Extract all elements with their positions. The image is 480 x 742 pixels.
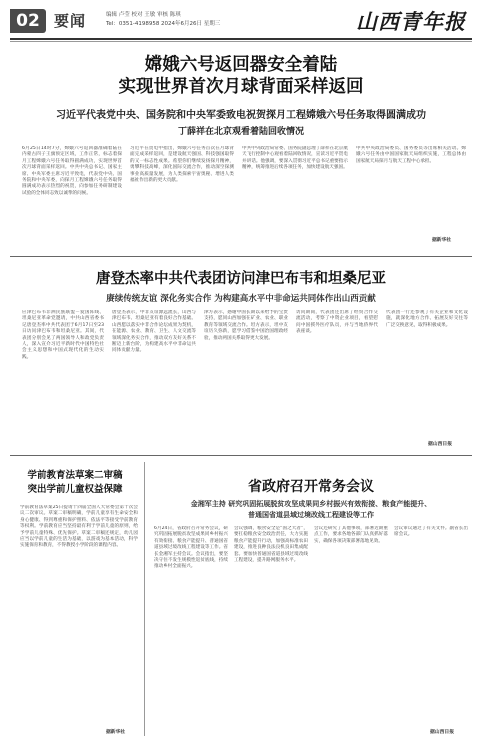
story3-headline-line2: 突出学前儿童权益保障: [27, 484, 123, 495]
story3-headline-line1: 学前教育法草案二审稿: [27, 470, 123, 481]
section-name: 要闻: [54, 12, 87, 30]
story4-byline: 据山西日报: [430, 730, 454, 735]
story4-subhead-line2: 普通国省道县域过境改线工程建设等工作: [248, 510, 374, 519]
section-divider-2: [10, 455, 472, 456]
story4-col1: 6月24日，省政府召开常务会议，研究巩固拓展脱贫攻坚成果同乡村振兴有效衔接、粮食产能提升、普通国省道县域过境改线工程建设等工作。省长金湘军主持会议。会议指出，要坚决守住不发生规模性返贫底线，持续推动乡村全面振兴。: [154, 526, 228, 570]
story4-col4: 会议审议通过了有关文件。副省长出席会议。: [394, 526, 468, 538]
story2-subhead: 赓续传统友谊 深化务实合作 为构建高水平中非命运共同体作出山西贡献: [106, 294, 376, 304]
header-rule: [10, 38, 472, 40]
story3-byline: 据新华社: [106, 730, 126, 735]
story1-headline: [10, 54, 472, 98]
story1-col1: 6月25日14时7分，嫦娥六号返回器准确着陆在内蒙古四子王旗预定区域，工作正常，标志着探月工程嫦娥六号任务取得圆满成功，实现世界首次月球背面采样返回。中共中央总书记、国家主席、中央军委主席习近平致电，代表党中央、国务院和中央军委，向探月工程嫦娥六号任务取得圆满成功表示热烈的祝贺，向参加任务研制建设试验的全体同志致以诚挚的问候。: [22, 146, 122, 196]
story4-headline: 省政府召开常务会议: [248, 479, 374, 495]
story2-col3: 津方表示，感谢中国长期以来给予的宝贵支持，愿同山西加强在矿业、农业、职业教育等领域交流合作。坦方表示，坦中友谊历久弥新，愿学习借鉴中国治国理政经验，推动两国关系取得更大发展。: [204, 310, 288, 341]
story2-col5: 代表团一行还参观了有关企业和文化设施，就深化地方合作、拓展友好交往等广泛交换意见，取得积极成果。: [386, 310, 468, 328]
section-divider-1: [10, 256, 472, 257]
page-header: [10, 4, 472, 38]
story1-subhead2: 丁薛祥在北京观看着陆回收情况: [177, 127, 304, 137]
story1-headline-line1: 嫦娥六号返回器安全着陆: [144, 55, 338, 75]
story4-col2: 会议强调，粮食安全是“国之大者”，要扛稳粮食安全政治责任，大力实施粮食产能提升行动，加强高标准农田建设，推进良种良法良机良田集成配套。要加快普通国省道县域过境改线工程建设，提升路网服务水平。: [234, 526, 308, 564]
story2-col1: 应津巴布韦非洲民族联盟－爱国阵线、坦桑尼亚革命党邀请，中共山西省委书记唐登杰率中共代表团于6月17日至23日访问津巴布韦和坦桑尼亚。其间，代表团分别会见了两国领导人和政党负责人，深入宣介习近平新时代中国特色社会主义思想和中国式现代化的生动实践。: [22, 310, 104, 360]
date-line: Tel：0351-4198958 2024年6月26日 星期三: [106, 21, 221, 27]
story4-col3: 会议还研究了其他事项，部署近期重点工作，要求各地各部门认真抓好落实，确保各项决策部署落地见效。: [314, 526, 388, 544]
header-rule-thin: [10, 41, 472, 42]
story2-byline: 据山西日报: [428, 442, 452, 447]
page-number: 02: [10, 9, 46, 33]
story1-col2: 习近平在贺电中指出，嫦娥六号任务首次在月球背面完成采样返回，是建设航天强国、科技强国取得的又一标志性成果。希望你们继续发扬探月精神，勇攀科技高峰，深化国际交流合作，推动深空探测事业高质量发展，为人类探索宇宙奥秘、增进人类福祉作出新的更大贡献。: [130, 146, 234, 184]
story1-byline: 据新华社: [432, 238, 452, 243]
story2-col2: 唐登杰表示，中非友谊源远流长，山西与津巴布韦、坦桑尼亚有着良好合作基础。山西愿以落实中非合作论坛成果为契机，在能源、农业、教育、卫生、人文交流等领域深化务实合作，推动双方友好关系不断迈上新台阶，为构建高水平中非命运共同体贡献力量。: [112, 310, 196, 354]
story2-col4: 访问期间，代表团还出席了经贸合作交流活动，考察了中资企业项目，看望慰问中国援外医疗队员，并与当地侨界代表座谈。: [296, 310, 378, 335]
story3-body: 学前教育法草案25日提请十四届全国人大常委会第十次会议二次审议。草案二审稿明确，学前儿童享有生命安全和身心健康、得到尊重和保护照料、依法平等接受学前教育等权利。学前教育应当坚持最有利于学前儿童的原则，给予学前儿童特殊、优先保护。草案二审稿还规定，幼儿园应当以学前儿童的生活为基础，以游戏为基本活动，科学实施保育和教育，不得教授小学阶段的课程内容。: [20, 505, 138, 549]
story4-subhead: [150, 498, 472, 520]
story3-headline: [10, 469, 140, 497]
story1-headline-line2: 实现世界首次月球背面采样返回: [118, 77, 364, 97]
editor-line: 编辑 卢莹 校对 王敏 审核 陈琪: [106, 12, 181, 18]
masthead-logo: 山西青年报: [356, 9, 466, 34]
story1-col4: 中共中央政治局委员、国务委员等出席相关活动。嫦娥六号任务由中国国家航天局组织实施，工程总体由国家航天局探月与航天工程中心承担。: [356, 146, 466, 164]
story1-col3: 中共中央政治局常委、国务院副总理丁薛祥在北京航天飞行控制中心观看着陆回收情况，宣读习近平贺电并讲话。他强调，要深入贯彻习近平总书记重要指示精神，统筹推进后续各项任务，加快建设航天强国。: [242, 146, 348, 171]
column-divider: [144, 462, 145, 736]
story4-subhead-line1: 金湘军主持 研究巩固拓展脱贫攻坚成果同乡村振兴有效衔接、粮食产能提升、: [190, 499, 432, 508]
story1-subhead: 习近平代表党中央、国务院和中央军委致电祝贺探月工程嫦娥六号任务取得圆满成功: [56, 110, 426, 121]
story2-headline: 唐登杰率中共代表团访问津巴布韦和坦桑尼亚: [96, 270, 386, 287]
